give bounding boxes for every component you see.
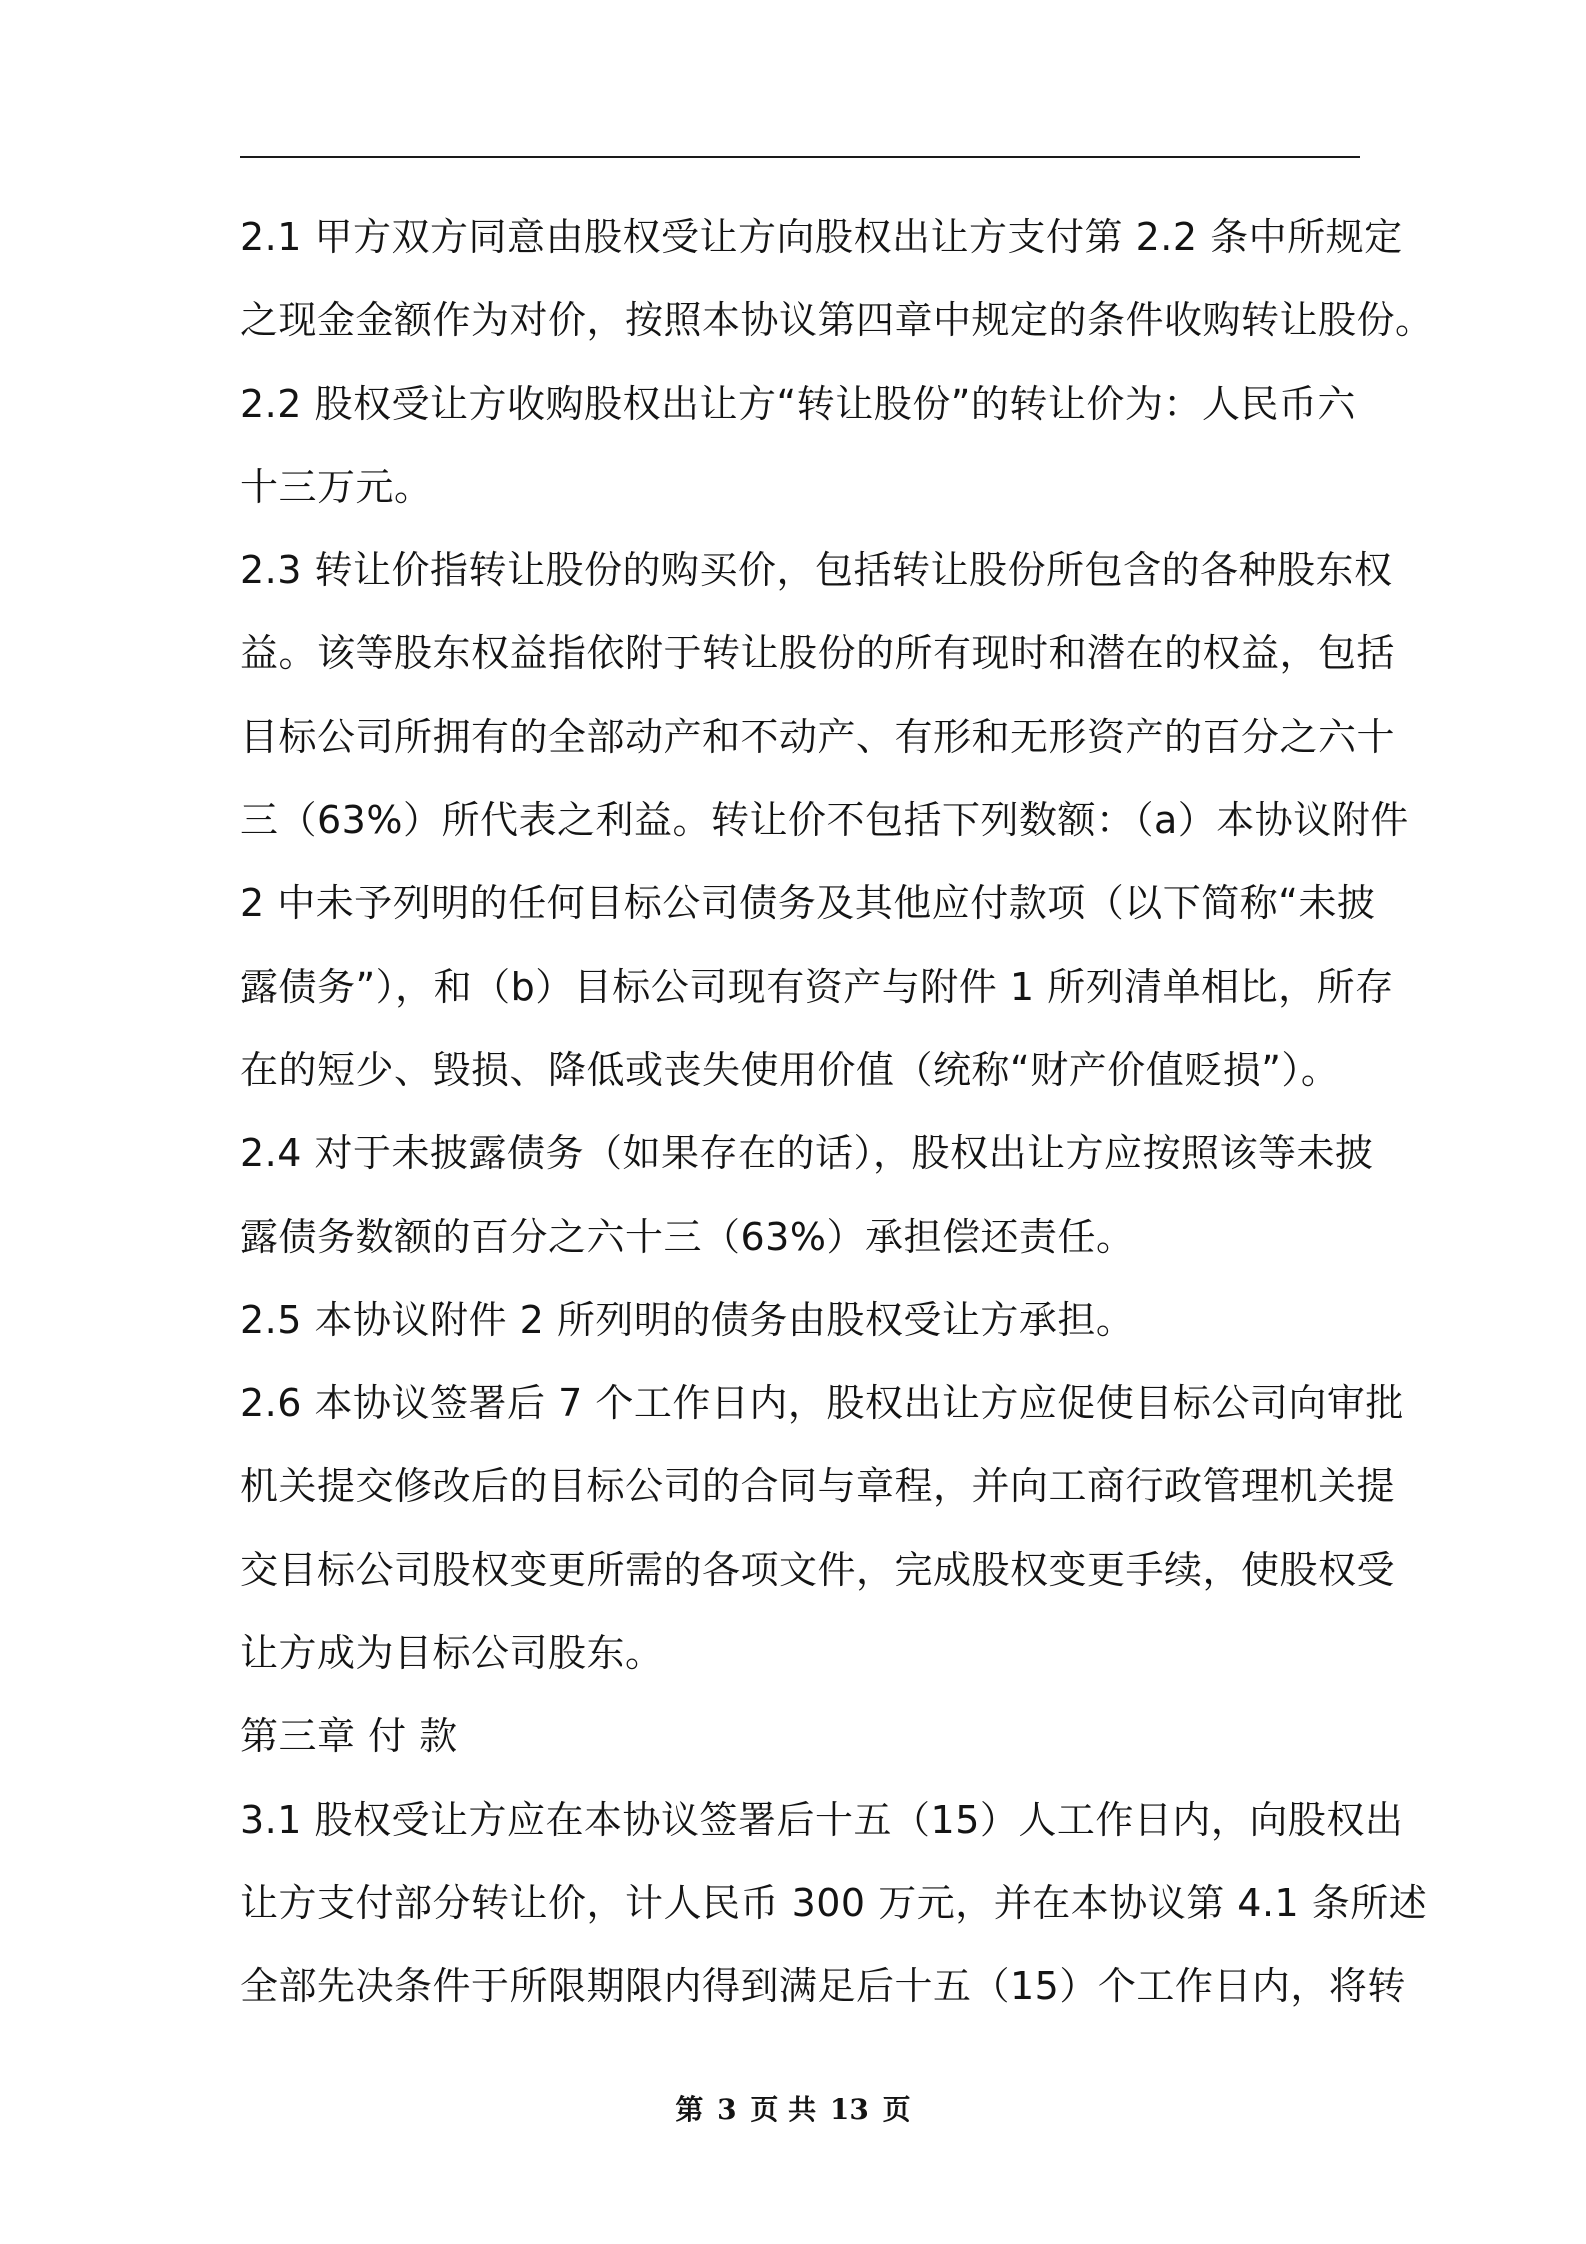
text-line: 3.1 股权受让方应在本协议签署后十五（15）人工作日内，向股权出 (240, 1797, 1404, 1842)
footer-page-number: 3 (717, 2093, 737, 2126)
text-line: 让方成为目标公司股东。 (240, 1631, 664, 1676)
text-line: 在的短少、毁损、降低或丧失使用价值（统称“财产价值贬损”）。 (240, 1047, 1340, 1092)
footer-total-pages: 13 (829, 2093, 869, 2126)
text-line: 2.3 转让价指转让股份的购买价，包括转让股份所包含的各种股东权 (240, 548, 1393, 593)
text-line: 2.2 股权受让方收购股权出让方“转让股份”的转让价为：人民币六 (240, 381, 1356, 426)
header-rule (240, 156, 1360, 158)
text-line: 2.5 本协议附件 2 所列明的债务由股权受让方承担。 (240, 1297, 1135, 1342)
text-line: 2 中未予列明的任何目标公司债务及其他应付款项（以下简称“未披 (240, 881, 1376, 926)
text-line: 全部先决条件于所限期限内得到满足后十五（15）个工作日内，将转 (240, 1964, 1406, 2009)
text-line: 让方支付部分转让价，计人民币 300 万元，并在本协议第 4.1 条所述 (240, 1880, 1428, 1925)
text-line: 2.4 对于未披露债务（如果存在的话），股权出让方应按照该等未披 (240, 1131, 1374, 1176)
text-line: 目标公司所拥有的全部动产和不动产、有形和无形资产的百分之六十 (240, 714, 1396, 759)
text-line: 机关提交修改后的目标公司的合同与章程，并向工商行政管理机关提 (240, 1464, 1396, 1509)
text-line: 2.6 本协议签署后 7 个工作日内，股权出让方应促使目标公司向审批 (240, 1381, 1404, 1426)
text-line: 益。该等股东权益指依附于转让股份的所有现时和潜在的权益，包括 (240, 631, 1396, 676)
body-text (240, 196, 1434, 2029)
footer-suffix: 页 (882, 2093, 911, 2126)
text-line: 2.1 甲方双方同意由股权受让方向股权出让方支付第 2.2 条中所规定 (240, 215, 1403, 259)
text-line: 交目标公司股权变更所需的各项文件，完成股权变更手续，使股权受 (240, 1547, 1396, 1592)
text-line: 十三万元。 (240, 464, 433, 509)
footer-prefix: 第 (675, 2093, 704, 2126)
text-line: 露债务数额的百分之六十三（63%）承担偿还责任。 (240, 1214, 1135, 1259)
text-line: 三（63%）所代表之利益。转让价不包括下列数额：（a）本协议附件 (240, 798, 1409, 843)
footer-middle: 页 共 (750, 2093, 817, 2126)
chapter-heading: 第三章 付 款 (240, 1714, 458, 1759)
text-line: 露债务”），和（b）目标公司现有资产与附件 1 所列清单相比，所存 (240, 964, 1394, 1009)
page-footer (0, 2090, 1586, 2130)
text-line: 之现金金额作为对价，按照本协议第四章中规定的条件收购转让股份。 (240, 298, 1434, 343)
